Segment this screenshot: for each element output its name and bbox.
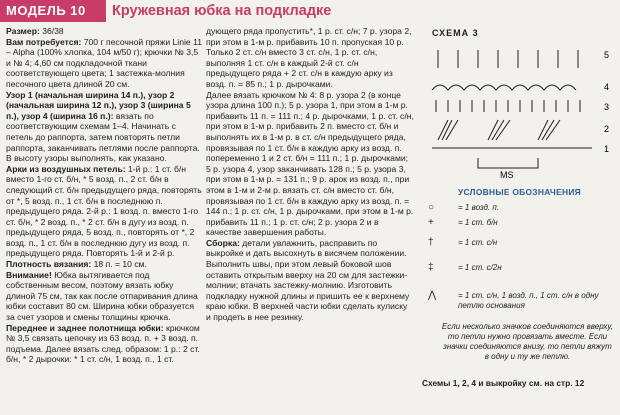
- page-header: [0, 0, 620, 22]
- treble-crochet-icon: ‡: [428, 262, 434, 273]
- row-label-2: 2: [604, 124, 610, 134]
- chain-stitch-icon: ○: [428, 202, 435, 213]
- row-label-4: 4: [604, 82, 610, 92]
- page-title: Кружевная юбка на подкладке: [112, 3, 332, 19]
- double-crochet-icon: †: [428, 237, 434, 248]
- footer-reference: Схемы 1, 2, 4 и выкройку см. на стр. 12: [422, 378, 585, 388]
- pattern-text: вязать по соответствующим схемам 1–4. Начинать с петель до раппорта, затем повторять петли раппорта, заканчивать петлями после раппорта. В высоту узоры выполнять, как указано.: [6, 110, 200, 164]
- attention-label: Внимание!: [6, 269, 52, 280]
- materials-text: 700 г песочной пряжи Linie 11 – Alpha (100% хлопка, 104 м/50 г); крючки № 3,5 и № 4; 4,60 см подкладочной ткани соответствующего цвета; 1 застежка-молния песочного цвета длиной 20 см.: [6, 36, 202, 89]
- crochet-chart: [428, 40, 618, 180]
- chart-row-5: [438, 50, 578, 68]
- text-column-2: [206, 26, 414, 323]
- chart-note: Если несколько значков соединяются вверху, то петли нужно провязать вместе. Если значки соединяются внизу, то петли вяжут в одну и ту же петлю.: [441, 322, 614, 361]
- arch-text: 1-й р.: 1 ст. б/н вместо 1-го ст. б/н, * 5 возд. п., 2 ст. б/н в следующий ст. б/н предыдущего ряда, повторять от *, 5 возд. п., 1 ст. б/н в последнюю п. предыдущего ряда. 2-й р.: 1 возд. п. вместо 1-го ст. б/н, * 2 возд. п., * 2 ст. б/н в дугу из возд. п. предыдущего ряда, 5 возд. п., повторять от *, 2 возд. п., 1 ст. б/н в последнюю дугу из возд. п. предыдущего ряда. Повторять 1-й и 2-й р.: [6, 163, 202, 259]
- front-back-text: крючком № 3,5 связать цепочку из 63 возд. п. + 3 возд. п. подъема. Далее вязать след. образом: 1 р.: 2 ст. б/н, * 2 дырочки: * 1 ст. с/н, 1 возд. п., 1 ст.: [6, 322, 200, 365]
- row-label-5: 5: [604, 50, 610, 60]
- legend-item-chain: = 1 возд. п.: [458, 203, 500, 212]
- legend-item-vstitch: = 1 ст. с/н, 1 возд. п., 1 ст. с/н в одну петлю основания: [458, 291, 599, 310]
- repeat-bracket: [478, 158, 538, 168]
- legend-title: УСЛОВНЫЕ ОБОЗНАЧЕНИЯ: [458, 187, 581, 197]
- attention-text: Юбка вытягивается под собственным весом, поэтому вязать юбку длиной 75 см, так как после отпаривания длина юбки составит 80 см. Ширина юбки образуется за счет узоров и смены толщины крючка.: [6, 269, 198, 323]
- assembly-label: Сборка:: [206, 237, 240, 248]
- density-label: Плотность вязания:: [6, 259, 92, 270]
- assembly-text: детали увлажнить, расправить по выкройке и дать высохнуть в висячем положении. Выполнить швы, при этом левый боковой шов оставить открытым вверху на 20 см для застежки-молнии; втачать застежку-молнию. Изготовить подкладку нужной длины и пришить ее к верхнему краю юбки. В верхней части юбки сделать кулиску и продеть в нее резинку.: [206, 237, 410, 323]
- row-label-1: 1: [604, 144, 610, 154]
- schema-title: СХЕМА 3: [432, 28, 479, 38]
- v-stitch-icon: ⋀: [428, 290, 437, 301]
- instructions-paragraph-1: дующего ряда пропустить*, 1 р. ст. с/н; 7 р. узора 2, при этом в 1-м р. прибавить 10 п. пропуская 10 р. Только 2 ст. с/н вместо 3 ст. с/н, 1 р. ст. с/н, выполняя 1 ст. с/н в каждый 2-й ст. с/н предыдущего ряда + 2 ст. с/н в каждую арку из возд. п. = 85 п.; 1 р. дырочками.: [206, 26, 412, 89]
- pattern-label: Узор 1 (начальная ширина 14 п.), узор 2 (начальная ширина 12 п.), узор 3 (ширина 5 п.), узор 4 (ширина 16 п.):: [6, 89, 191, 121]
- size-label: Размер:: [6, 26, 40, 36]
- legend-item-double: = 1 ст. с/н: [458, 238, 498, 247]
- front-back-label: Переднее и заднее полотнища юбки:: [6, 322, 164, 333]
- text-column-1: [6, 26, 204, 365]
- legend-item-single: = 1 ст. б/н: [458, 218, 498, 227]
- model-label: МОДЕЛЬ 10: [0, 0, 106, 22]
- chart-row-2: [438, 120, 560, 140]
- chart-row-3: [436, 100, 580, 112]
- repeat-label: MS: [500, 170, 514, 180]
- chart-row-4: [432, 85, 576, 90]
- legend-item-treble: = 1 ст. с/2н: [458, 263, 502, 272]
- size-value: 36/38: [42, 26, 64, 36]
- instructions-paragraph-2: Далее вязать крючком № 4: 8 р. узора 2 (в конце узора длина 100 п.); 5 р. узора 1, при этом в 1-м р. прибавить 11 п. = 111 п.; 4 р. дырочками, 1 р. ст. с/н, при этом в 1-м р. прибавить 2 п. вместо ст. б/н и выполнять их в 1-м р. в ст. с/н предыдущего ряда, провязывая по 1 ст. б/н в каждую арку из возд. п. попеременно 1 и 2 ст. б/н = 111 п.; 1 р. дырочками; 5 р. узора 4, узор заканчивать 128 п.; 5 р. узора 3, при этом в 1-м р. = 131 п.; 9 р. арок из возд. п., при этом в 1-м и 2-м р. вязать ст. с/н вместо ст. б/н, провязывая по 1 ст. б/н в каждую арку из возд. п. = 144 п.; 1 р. ст. с/н, 1 р. дырочками, при этом в 1-м р. прибавить 11 п.; 1 р. ст. с/н; 2 р. узора 2 и в качестве завершения работы.: [206, 89, 414, 238]
- density-value: 18 п. = 10 см.: [93, 259, 147, 270]
- single-crochet-icon: +: [428, 217, 434, 228]
- arch-label: Арки из воздушных петель:: [6, 163, 126, 174]
- schema-panel: [418, 22, 620, 415]
- materials-label: Вам потребуется:: [6, 36, 82, 47]
- row-label-3: 3: [604, 102, 610, 112]
